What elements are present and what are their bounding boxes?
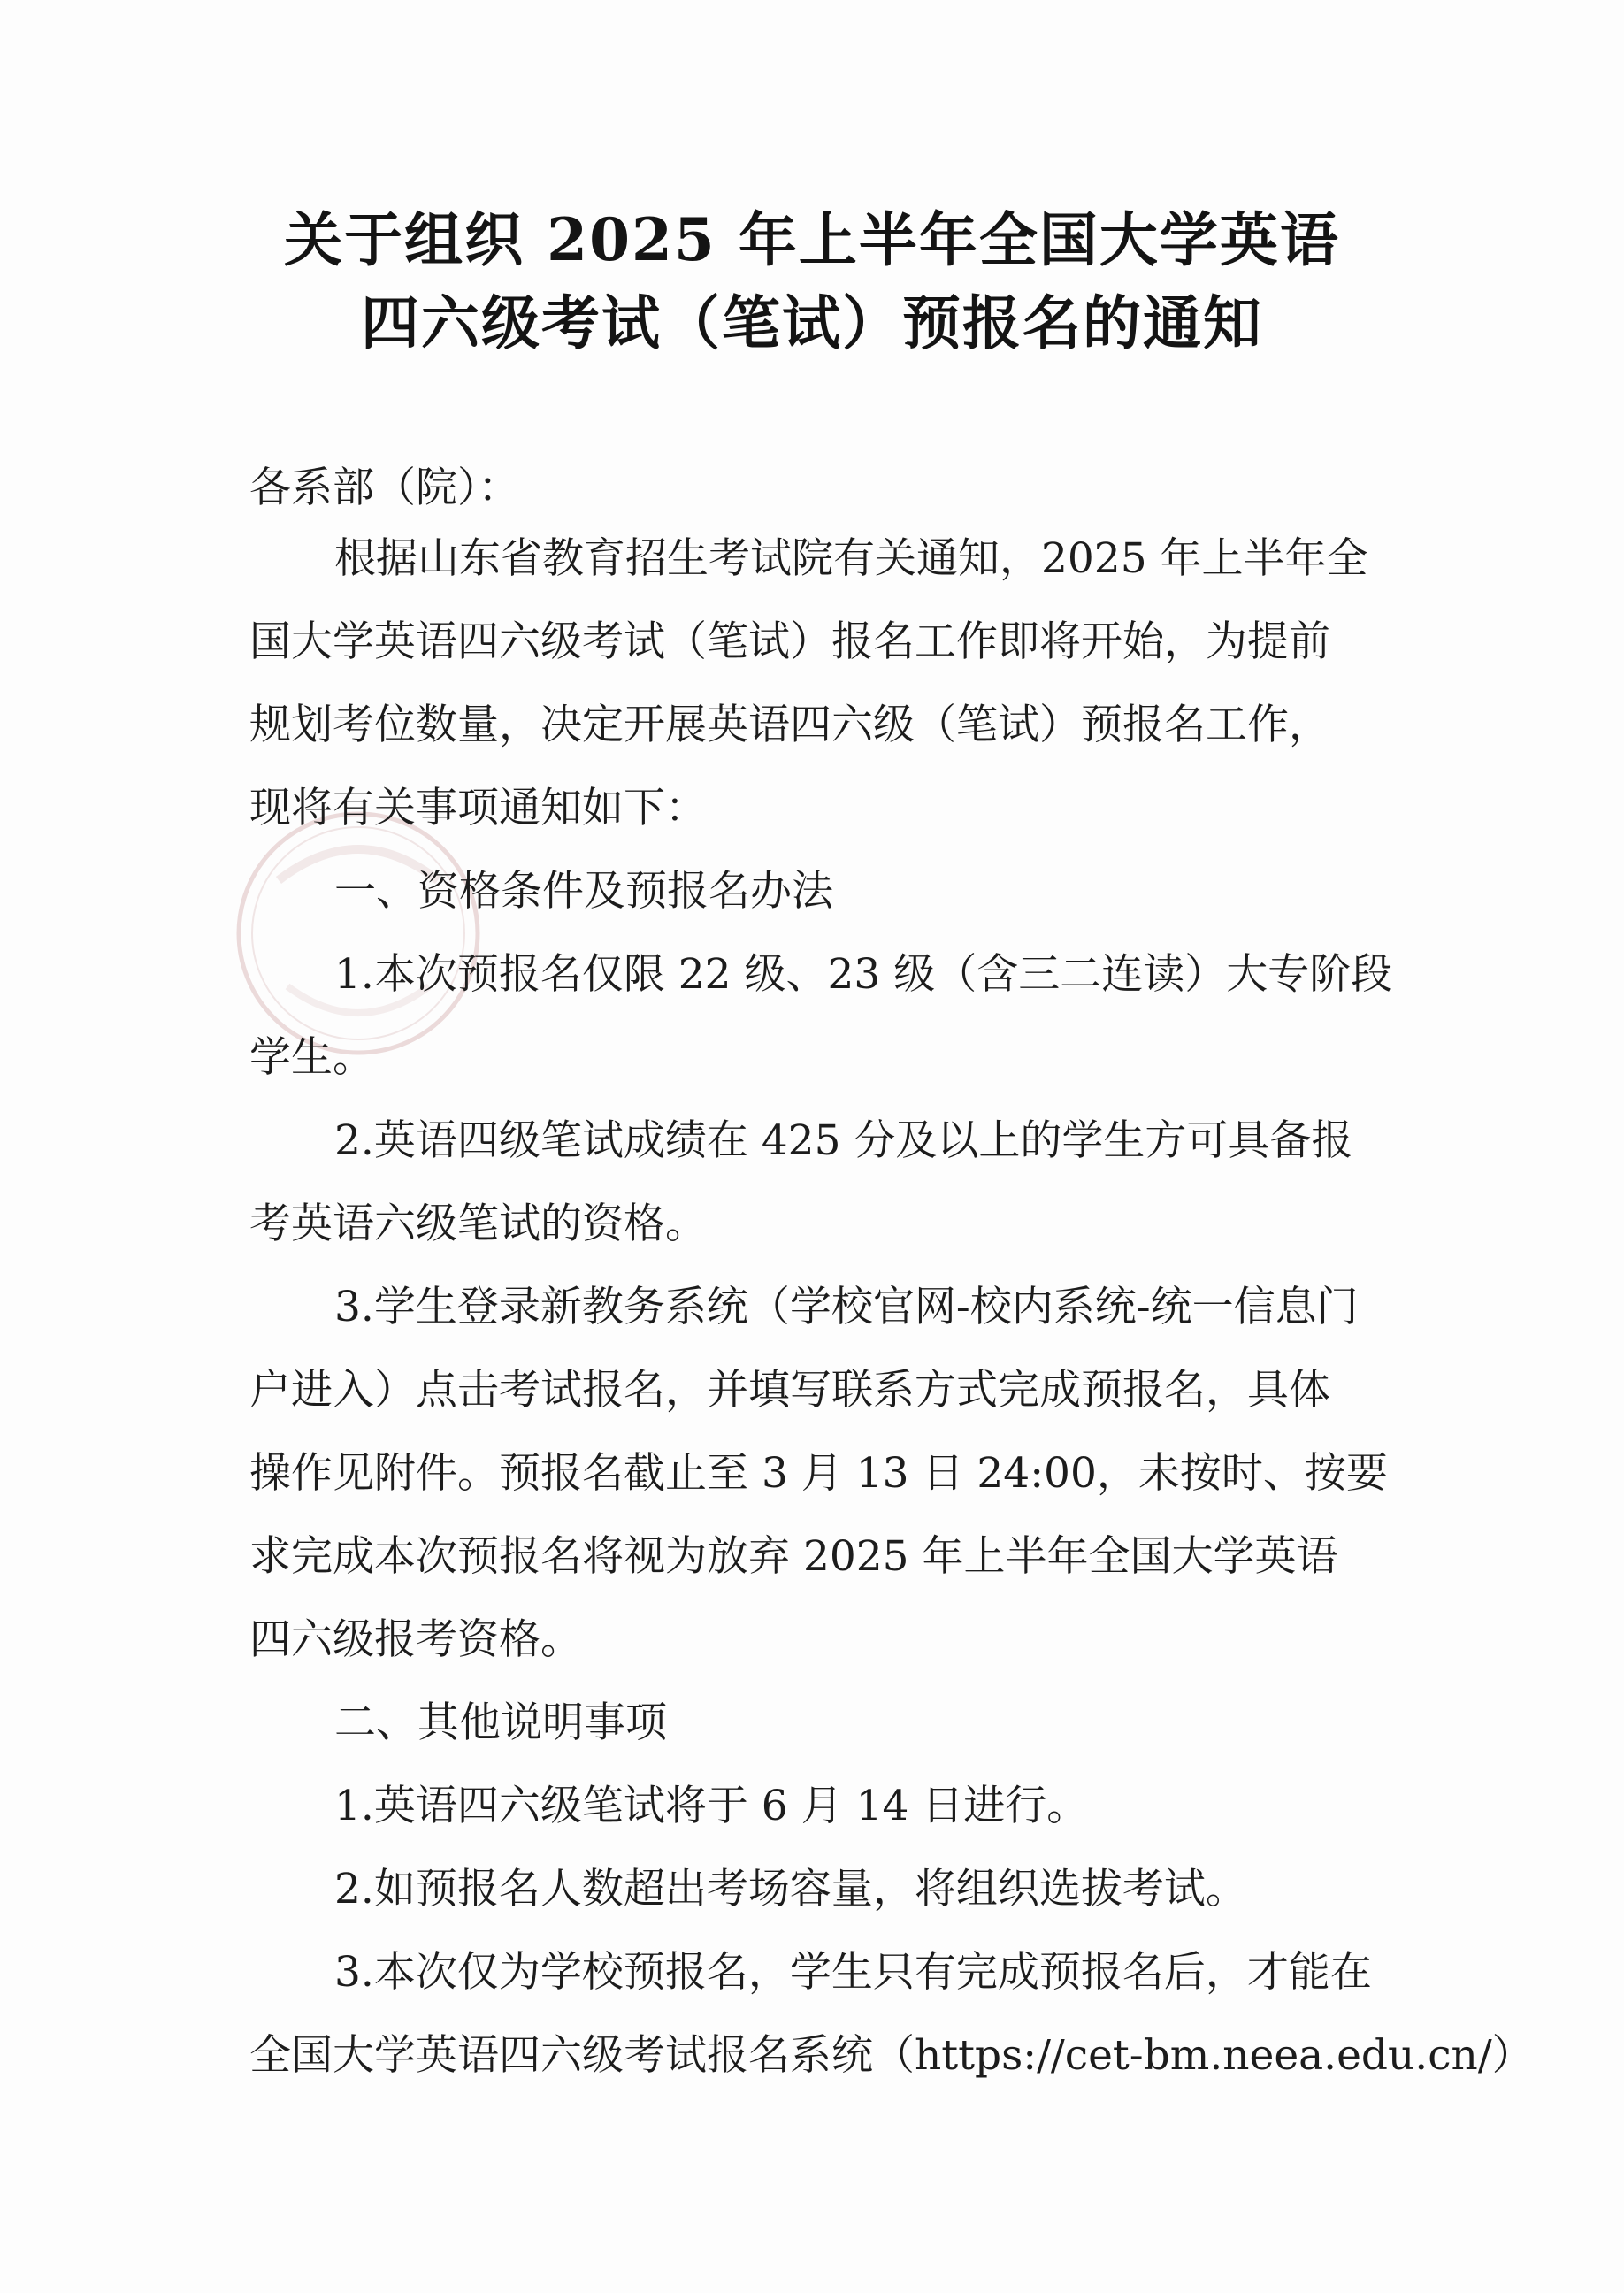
section-1-item-3: 3.学生登录新教务系统（学校官网-校内系统-统一信息门 (334, 1283, 1359, 1331)
section-2-item-2: 2.如预报名人数超出考场容量，将组织选拔考试。 (334, 1865, 1247, 1913)
section-1-item-1: 1.本次预报名仅限 22 级、23 级（含三二连读）大专阶段 (334, 950, 1393, 999)
notice-title-line-1: 关于组织 2025 年上半年全国大学英语 (284, 205, 1340, 274)
intro-line: 国大学英语四六级考试（笔试）报名工作即将开始，为提前 (249, 617, 1330, 666)
intro-line: 规划考位数量，决定开展英语四六级（笔试）预报名工作， (249, 701, 1330, 749)
section-1-heading: 一、资格条件及预报名办法 (334, 867, 833, 916)
section-1-item-3: 求完成本次预报名将视为放弃 2025 年上半年全国大学英语 (249, 1532, 1338, 1581)
section-2-item-3: 全国大学英语四六级考试报名系统（https://cet-bm.neea.edu.cn/） (249, 2031, 1534, 2080)
notice-body (249, 0, 1534, 2293)
section-1-item-2: 2.英语四级笔试成绩在 425 分及以上的学生方可具备报 (334, 1116, 1353, 1165)
section-2-item-3: 3.本次仅为学校预报名，学生只有完成预报名后，才能在 (334, 1948, 1372, 1997)
notice-title-line-2: 四六级考试（笔试）预报名的通知 (361, 288, 1263, 357)
section-1-item-3: 户进入）点击考试报名，并填写联系方式完成预报名，具体 (249, 1366, 1330, 1415)
section-1-item-3: 四六级报考资格。 (249, 1615, 582, 1664)
section-2-heading: 二、其他说明事项 (334, 1699, 667, 1747)
salutation: 各系部（院）： (249, 464, 520, 512)
intro-line: 根据山东省教育招生考试院有关通知，2025 年上半年全 (334, 534, 1368, 583)
section-2-item-1: 1.英语四六级笔试将于 6 月 14 日进行。 (334, 1782, 1089, 1830)
section-1-item-3: 操作见附件。预报名截止至 3 月 13 日 24:00，未按时、按要 (249, 1449, 1388, 1498)
intro-line: 现将有关事项通知如下： (249, 784, 707, 832)
section-1-item-1: 学生。 (249, 1033, 374, 1082)
section-1-item-2: 考英语六级笔试的资格。 (249, 1200, 707, 1248)
